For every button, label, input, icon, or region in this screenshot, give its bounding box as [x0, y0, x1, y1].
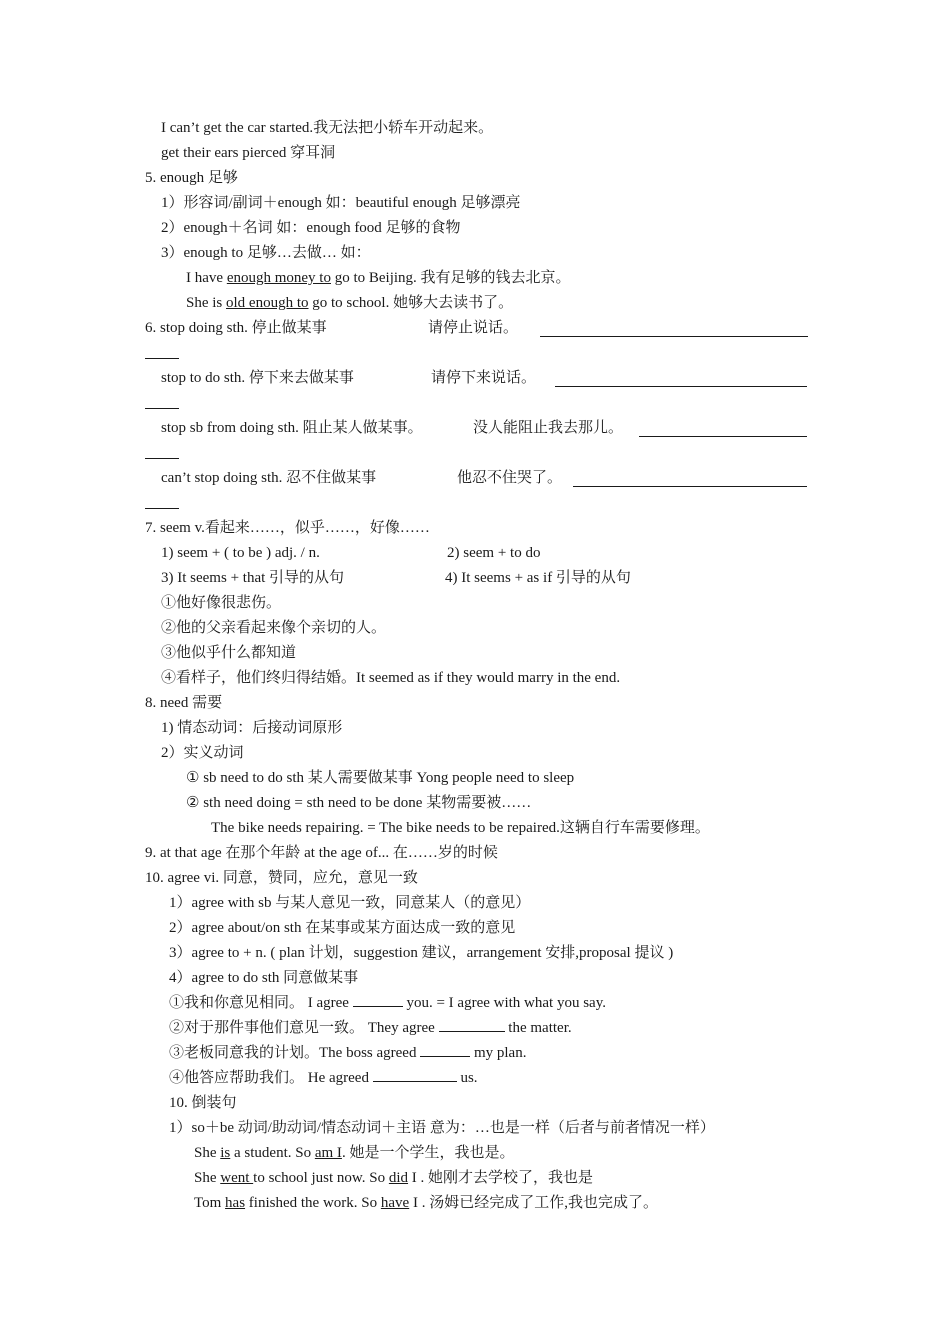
text-line: 1）形容词/副词＋enough 如：beautiful enough 足够漂亮: [161, 195, 521, 211]
underlined-word: am I: [314, 1145, 342, 1161]
text-segment: 3) It seems + that 引导的从句: [161, 570, 345, 586]
answer-blank[interactable]: [439, 1016, 505, 1032]
text-segment: 2) seem + to do: [447, 545, 541, 561]
text-segment: I . 汤姆已经完成了工作,我也完成了。: [409, 1195, 658, 1211]
text-line: 3）agree to + n. ( plan 计划，suggestion 建议，arrangement 安排,proposal 提议 ): [169, 945, 674, 961]
text-line: 2）agree about/on sth 在某事或某方面达成一致的意见: [169, 920, 516, 936]
text-line: 1）agree with sb 与某人意见一致，同意某人（的意见）: [169, 895, 531, 911]
underlined-word: went: [220, 1170, 254, 1186]
text-segment: 1) seem + ( to be ) adj. / n.: [161, 545, 320, 561]
section-heading-enough: 5. enough 足够: [145, 170, 238, 186]
answer-blank[interactable]: [573, 462, 807, 487]
section-heading-agree: 10. agree vi. 同意，赞同，应允，意见一致: [145, 870, 418, 886]
answer-blank[interactable]: [420, 1041, 470, 1057]
underlined-word: is: [220, 1145, 231, 1161]
fill-in-exercise: [169, 991, 834, 1016]
text-segment: can’t stop doing sth. 忍不住做某事: [161, 470, 377, 486]
example-sentence: [194, 1141, 859, 1166]
text-line: ② sth need doing = sth need to be done 某物需要被……: [186, 795, 532, 811]
exercise-line: [145, 316, 810, 341]
underlined-word: did: [388, 1170, 409, 1186]
text-segment: ③老板同意我的计划。The boss agreed: [169, 1045, 421, 1061]
exercise-line: [161, 416, 810, 441]
text-line: ②他的父亲看起来像个亲切的人。: [161, 620, 387, 636]
section-heading-inversion: 10. 倒装句: [169, 1095, 237, 1111]
text-line: 4）agree to do sth 同意做某事: [169, 970, 359, 986]
underlined-word: has: [225, 1195, 246, 1211]
exercise-prompt: 他忍不住哭了。: [457, 470, 563, 486]
text-segment: a student. So: [230, 1145, 315, 1161]
text-segment: I . 她刚才去学校了，我也是: [408, 1170, 594, 1186]
text-line: 2）实义动词: [161, 745, 244, 761]
text-line: [161, 566, 810, 591]
exercise-prompt: 请停止说话。: [428, 320, 519, 336]
exercise-prompt: 没人能阻止我去那儿。: [473, 420, 624, 436]
text-segment: She is: [186, 295, 227, 311]
text-segment: ①我和你意见相同。 I agree: [169, 995, 353, 1011]
text-line: ④看样子，他们终归得结婚。It seemed as if they would marry in the end.: [161, 670, 621, 686]
text-segment: the matter.: [504, 1020, 572, 1036]
section-heading-need: 8. need 需要: [145, 695, 223, 711]
underlined-phrase: enough money to: [226, 270, 331, 286]
text-segment: She: [194, 1145, 221, 1161]
text-line: ① sb need to do sth 某人需要做某事 Yong people need to sleep: [186, 770, 575, 786]
text-segment: to school just now. So: [253, 1170, 389, 1186]
text-line: 1）so＋be 动词/助动词/情态动词＋主语 意为：…也是一样（后者与前者情况一样）: [169, 1120, 715, 1136]
exercise-prompt: 请停下来说话。: [431, 370, 537, 386]
underlined-phrase: old enough to: [226, 295, 309, 311]
exercise-line: [161, 466, 810, 491]
fill-in-exercise: [169, 1016, 834, 1041]
text-line: [161, 541, 810, 566]
text-segment: stop sb from doing sth. 阻止某人做某事。: [161, 420, 423, 436]
answer-blank[interactable]: [373, 1066, 457, 1082]
text-segment: . 她是一个学生，我也是。: [341, 1145, 515, 1161]
example-sentence: The bike needs repairing. = The bike needs to be repaired.这辆自行车需要修理。: [211, 820, 710, 836]
text-segment: go to Beijing. 我有足够的钱去北京。: [330, 270, 571, 286]
answer-blank[interactable]: [540, 312, 808, 337]
text-segment: my plan.: [470, 1045, 527, 1061]
text-line: 2）enough＋名词 如：enough food 足够的食物: [161, 220, 461, 236]
text-segment: She: [194, 1170, 221, 1186]
text-segment: stop to do sth. 停下来去做某事: [161, 370, 354, 386]
answer-blank[interactable]: [555, 362, 807, 387]
example-sentence: [194, 1166, 859, 1191]
text-line: ③他似乎什么都知道: [161, 645, 297, 661]
answer-blank[interactable]: [639, 412, 807, 437]
text-segment: go to school. 她够大去读书了。: [308, 295, 514, 311]
section-heading-age: 9. at that age 在那个年龄 at the age of... 在……岁的时候: [145, 845, 498, 861]
example-sentence: [186, 266, 851, 291]
section-heading-seem: 7. seem v.看起来……，似乎……，好像……: [145, 520, 430, 536]
text-line: get their ears pierced 穿耳洞: [161, 145, 336, 161]
text-segment: finished the work. So: [245, 1195, 381, 1211]
answer-blank[interactable]: [353, 991, 403, 1007]
exercise-line: [161, 366, 810, 391]
text-segment: you. = I agree with what you say.: [402, 995, 606, 1011]
text-line: I can’t get the car started.我无法把小轿车开动起来。: [161, 120, 494, 136]
text-line: 1) 情态动词：后接动词原形: [161, 720, 343, 736]
fill-in-exercise: [169, 1066, 834, 1091]
text-segment: ②对于那件事他们意见一致。 They agree: [169, 1020, 439, 1036]
section-heading-stop: 6. stop doing sth. 停止做某事: [145, 320, 327, 336]
example-sentence: [194, 1191, 859, 1216]
text-line: ①他好像很悲伤。: [161, 595, 282, 611]
text-segment: I have: [186, 270, 227, 286]
text-segment: ④他答应帮助我们。 He agreed: [169, 1070, 373, 1086]
text-line: 3）enough to 足够…去做… 如：: [161, 245, 371, 261]
fill-in-exercise: [169, 1041, 834, 1066]
text-segment: 4) It seems + as if 引导的从句: [445, 570, 631, 586]
text-segment: us.: [456, 1070, 478, 1086]
text-segment: Tom: [194, 1195, 226, 1211]
underlined-word: have: [380, 1195, 410, 1211]
